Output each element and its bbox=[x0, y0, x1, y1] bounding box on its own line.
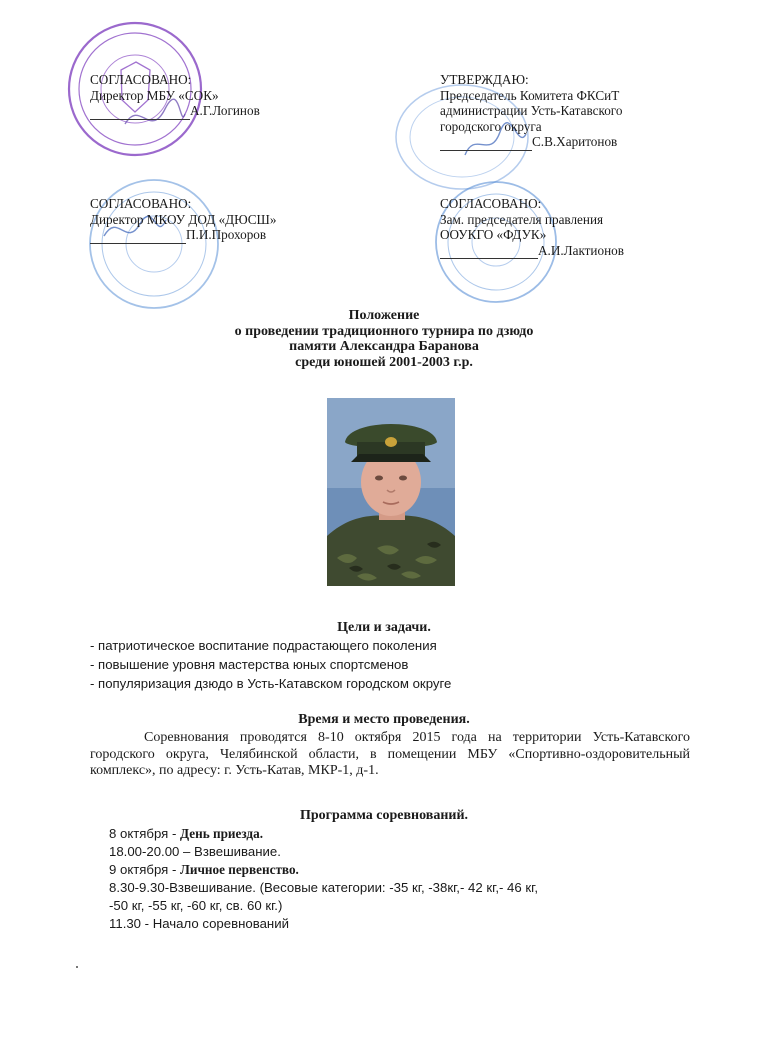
approval-position-line2: администрации Усть-Катавского bbox=[440, 103, 623, 118]
approval-label: СОГЛАСОВАНО: bbox=[90, 72, 192, 87]
approval-mid-left bbox=[90, 196, 276, 244]
document-title bbox=[0, 308, 768, 370]
day2-title: Личное первенство. bbox=[180, 862, 299, 877]
venue-paragraph: Соревнования проводятся 8-10 октября 2015 года на территории Усть-Катавского городского округа, Челябинской области, в помещении МБУ «Спортивно-оздоровительный комплекс», по адресу: г. Усть-Катав, МКР-1, д-1. bbox=[90, 730, 690, 778]
day1-date: 8 октября - bbox=[109, 826, 181, 841]
program-categories-2: -50 кг, -55 кг, -60 кг, св. 60 кг.) bbox=[109, 898, 283, 913]
approval-position-line1: Председатель Комитета ФКСиТ bbox=[440, 87, 620, 103]
goal-item: - популяризация дзюдо в Усть-Катавском городском округе bbox=[90, 676, 452, 691]
venue-heading: Время и место проведения. bbox=[298, 712, 470, 727]
approval-top-left bbox=[90, 72, 260, 120]
signature-line bbox=[440, 243, 538, 260]
day1-title: День приезда. bbox=[180, 826, 263, 841]
scan-speck bbox=[76, 966, 78, 968]
approval-mid-right bbox=[440, 196, 624, 259]
title-line4: среди юношей 2001-2003 г.р. bbox=[295, 354, 473, 370]
approval-name: А.Г.Логинов bbox=[190, 103, 260, 118]
signature-line bbox=[90, 103, 190, 120]
portrait-photo bbox=[327, 398, 455, 586]
title-line1: Положение bbox=[348, 308, 420, 323]
program-day1 bbox=[109, 826, 263, 842]
approval-name: П.И.Прохоров bbox=[186, 227, 267, 242]
approval-name: С.В.Харитонов bbox=[532, 134, 618, 149]
goals-heading: Цели и задачи. bbox=[337, 620, 431, 635]
approval-top-right bbox=[440, 72, 622, 151]
program-start: 11.30 - Начало соревнований bbox=[109, 916, 289, 931]
title-line3: памяти Александра Баранова bbox=[289, 339, 479, 354]
approval-position-line1: Зам. председателя правления bbox=[440, 211, 604, 227]
title-line2: о проведении традиционного турнира по дзюдо bbox=[234, 323, 534, 339]
program-heading: Программа соревнований. bbox=[299, 808, 469, 823]
approval-position: Директор МБУ «СОК» bbox=[90, 87, 219, 103]
program-weigh-in: 18.00-20.00 – Взвешивание. bbox=[109, 844, 281, 859]
day2-date: 9 октября - bbox=[109, 862, 181, 877]
signature-line bbox=[440, 134, 532, 151]
approval-label: СОГЛАСОВАНО: bbox=[90, 196, 192, 211]
goal-item: - повышение уровня мастерства юных спортсменов bbox=[90, 657, 409, 672]
approval-label: УТВЕРЖДАЮ: bbox=[440, 72, 529, 87]
approval-position: Директор МКОУ ДОД «ДЮСШ» bbox=[90, 211, 277, 227]
signature-line bbox=[90, 227, 186, 244]
program-categories-1: 8.30-9.30-Взвешивание. (Весовые категории: -35 кг, -38кг,- 42 кг,- 46 кг, bbox=[109, 880, 539, 895]
approval-name: А.И.Лактионов bbox=[538, 242, 624, 258]
goal-item: - патриотическое воспитание подрастающего поколения bbox=[90, 638, 437, 653]
approval-label: СОГЛАСОВАНО: bbox=[440, 196, 542, 211]
approval-position-line3: городского округа bbox=[440, 118, 542, 134]
approval-position-line2: ООУКГО «ФДУК» bbox=[440, 227, 547, 242]
program-day2 bbox=[109, 862, 299, 878]
